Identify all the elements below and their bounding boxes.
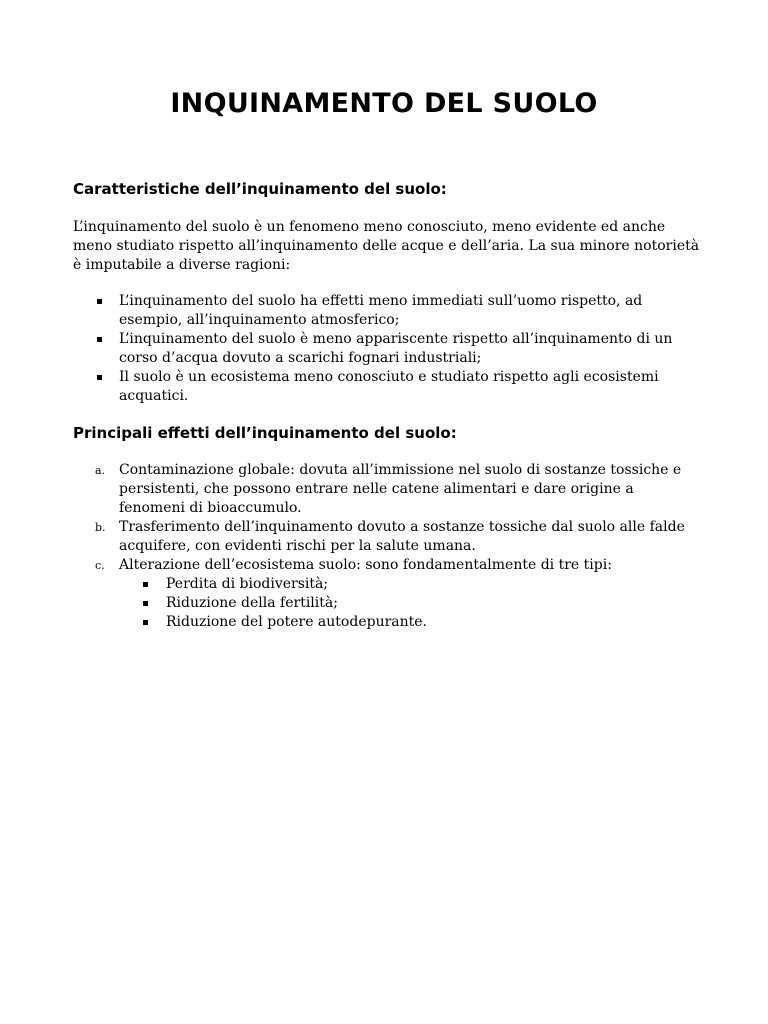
list-item-text: L’inquinamento del suolo è meno appariscente rispetto all’inquinamento di un corso d’acqua dovuto a scarichi fognari industriali; bbox=[119, 331, 673, 366]
alteration-types-list bbox=[119, 575, 703, 632]
bullet-square-icon bbox=[143, 582, 148, 587]
list-item-text: Il suolo è un ecosistema meno conosciuto e studiato rispetto agli ecosistemi acquatici. bbox=[119, 369, 659, 404]
sub-list-item-text: Perdita di biodiversità; bbox=[166, 576, 329, 592]
bullet-square-icon bbox=[97, 299, 102, 304]
bullet-square-icon bbox=[97, 375, 102, 380]
list-item-text: Contaminazione globale: dovuta all’immissione nel suolo di sostanze tossiche e persistenti, che possono entrare nelle catene alimentari e dare origine a fenomeni di bioaccumulo. bbox=[119, 462, 682, 516]
list-item-text: Trasferimento dell’inquinamento dovuto a sostanze tossiche dal suolo alle falde acquifere, con evidenti rischi per la salute umana. bbox=[119, 519, 685, 554]
list-marker: a. bbox=[95, 464, 106, 477]
list-item bbox=[73, 461, 703, 518]
list-item bbox=[73, 330, 703, 368]
list-item bbox=[73, 556, 703, 632]
page-title: INQUINAMENTO DEL SUOLO bbox=[170, 88, 598, 119]
sub-list-item bbox=[119, 575, 703, 594]
sub-list-item-text: Riduzione della fertilità; bbox=[166, 595, 338, 611]
reasons-list bbox=[73, 292, 703, 406]
list-item-text: L’inquinamento del suolo ha effetti meno immediati sull’uomo rispetto, ad esempio, all’inquinamento atmosferico; bbox=[119, 293, 643, 328]
effects-list bbox=[73, 461, 703, 632]
sub-list-item-text: Riduzione del potere autodepurante. bbox=[166, 614, 427, 630]
list-item-text: Alterazione dell’ecosistema suolo: sono fondamentalmente di tre tipi: bbox=[119, 557, 612, 573]
list-item bbox=[73, 518, 703, 556]
sub-list-item bbox=[119, 613, 703, 632]
bullet-square-icon bbox=[143, 601, 148, 606]
bullet-square-icon bbox=[143, 620, 148, 625]
bullet-square-icon bbox=[97, 337, 102, 342]
section-heading-characteristics: Caratteristiche dell’inquinamento del suolo: bbox=[73, 180, 447, 198]
list-marker: c. bbox=[95, 559, 105, 572]
intro-paragraph: L’inquinamento del suolo è un fenomeno meno conosciuto, meno evidente ed anche meno studiato rispetto all’inquinamento delle acque e dell’aria. La sua minore notorietà è imputabile a diverse ragioni: bbox=[73, 219, 700, 273]
list-item bbox=[73, 292, 703, 330]
sub-list-item bbox=[119, 594, 703, 613]
list-marker: b. bbox=[95, 521, 106, 534]
section-heading-effects: Principali effetti dell’inquinamento del suolo: bbox=[73, 424, 457, 442]
list-item bbox=[73, 368, 703, 406]
